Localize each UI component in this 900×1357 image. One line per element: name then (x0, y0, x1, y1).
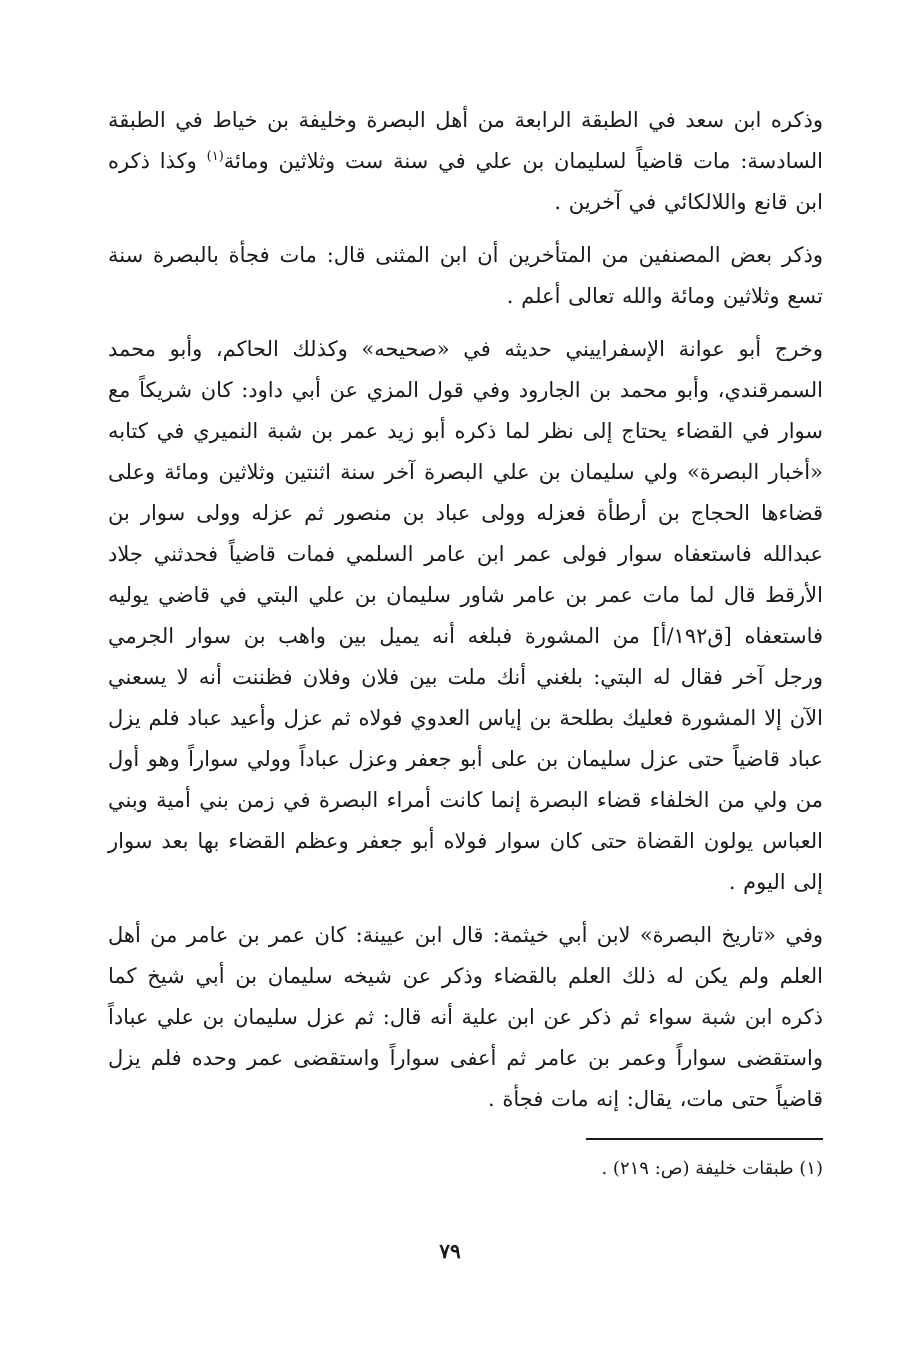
paragraph-2: وذكر بعض المصنفين من المتأخرين أن ابن المثنى قال: مات فجأة بالبصرة سنة تسع وثلاثين ومائة والله تعالى أعلم . (108, 243, 823, 308)
footnote-reference[interactable]: (١) (206, 149, 224, 164)
paragraph-1 (108, 100, 823, 223)
main-text (108, 100, 823, 1132)
paragraph-1-text: وذكره ابن سعد في الطبقة الرابعة من أهل البصرة وخليفة بن خياط في الطبقة السادسة: مات قاضياً لسليمان بن علي في سنة ست وثلاثين ومائة (108, 108, 823, 173)
page-number: ٧٩ (439, 1239, 461, 1263)
paragraph-3: وخرج أبو عوانة الإسفراييني حديثه في «صحيحه» وكذلك الحاكم، وأبو محمد السمرقندي، وأبو محمد بن الجارود وفي قول المزي عن أبي داود: كان شريكاً مع سوار في القضاء يحتاج إلى نظر لما ذكره أبو زيد عمر بن شبة النميري في كتابه «أخبار البصرة» ولي سليمان بن علي البصرة آخر سنة اثنتين وثلاثين ومائة وعلى قضاءها الحجاج بن أرطأة فعزله وولى عباد بن منصور ثم عزله وولى سوار بن عبدالله فاستعفاه سوار فولى عمر ابن عامر السلمي فمات قاضياً فحدثني جلاد الأرقط قال لما مات عمر بن عامر شاور سليمان بن علي البتي في قاضي يوليه فاستعفاه [ق١٩٢/أ] من المشورة فبلغه أنه يميل بين واهب بن سوار الجرمي ورجل آخر فقال له البتي: بلغني أنك ملت بين فلان وفلان فظننت أنه لا يسعني الآن إلا المشورة فعليك بطلحة بن إياس العدوي فولاه ثم عزل وأعيد عباد فلم يزل عباد قاضياً حتى عزل سليمان بن على أبو جعفر وعزل عباداً وولي سواراً وهو أول من ولي من الخلفاء قضاء البصرة إنما كانت أمراء البصرة في زمن بني أمية وبني العباس يولون القضاة حتى كان سوار فولاه أبو جعفر وعظم القضاء بها بعد سوار إلى اليوم . (108, 337, 824, 894)
footnote-separator (586, 1138, 823, 1140)
paragraph-4: وفي «تاريخ البصرة» لابن أبي خيثمة: قال ابن عيينة: كان عمر بن عامر من أهل العلم ولم يكن له ذلك العلم بالقضاء وذكر عن شيخه سليمان بن أبي شيخ كما ذكره ابن شبة سواء ثم ذكر عن ابن علية أنه قال: ثم عزل سليمان بن علي عباداً واستقضى سواراً وعمر بن عامر ثم أعفى سواراً واستقضى عمر وحده فلم يزل قاضياً حتى مات، يقال: إنه مات فجأة . (108, 923, 823, 1111)
footnote: (١) طبقات خليفة (ص: ٢١٩) . (601, 1158, 823, 1179)
paragraph-1-text-end: وكذا ذكره ابن قانع واللالكائي في آخرين . (108, 149, 823, 214)
